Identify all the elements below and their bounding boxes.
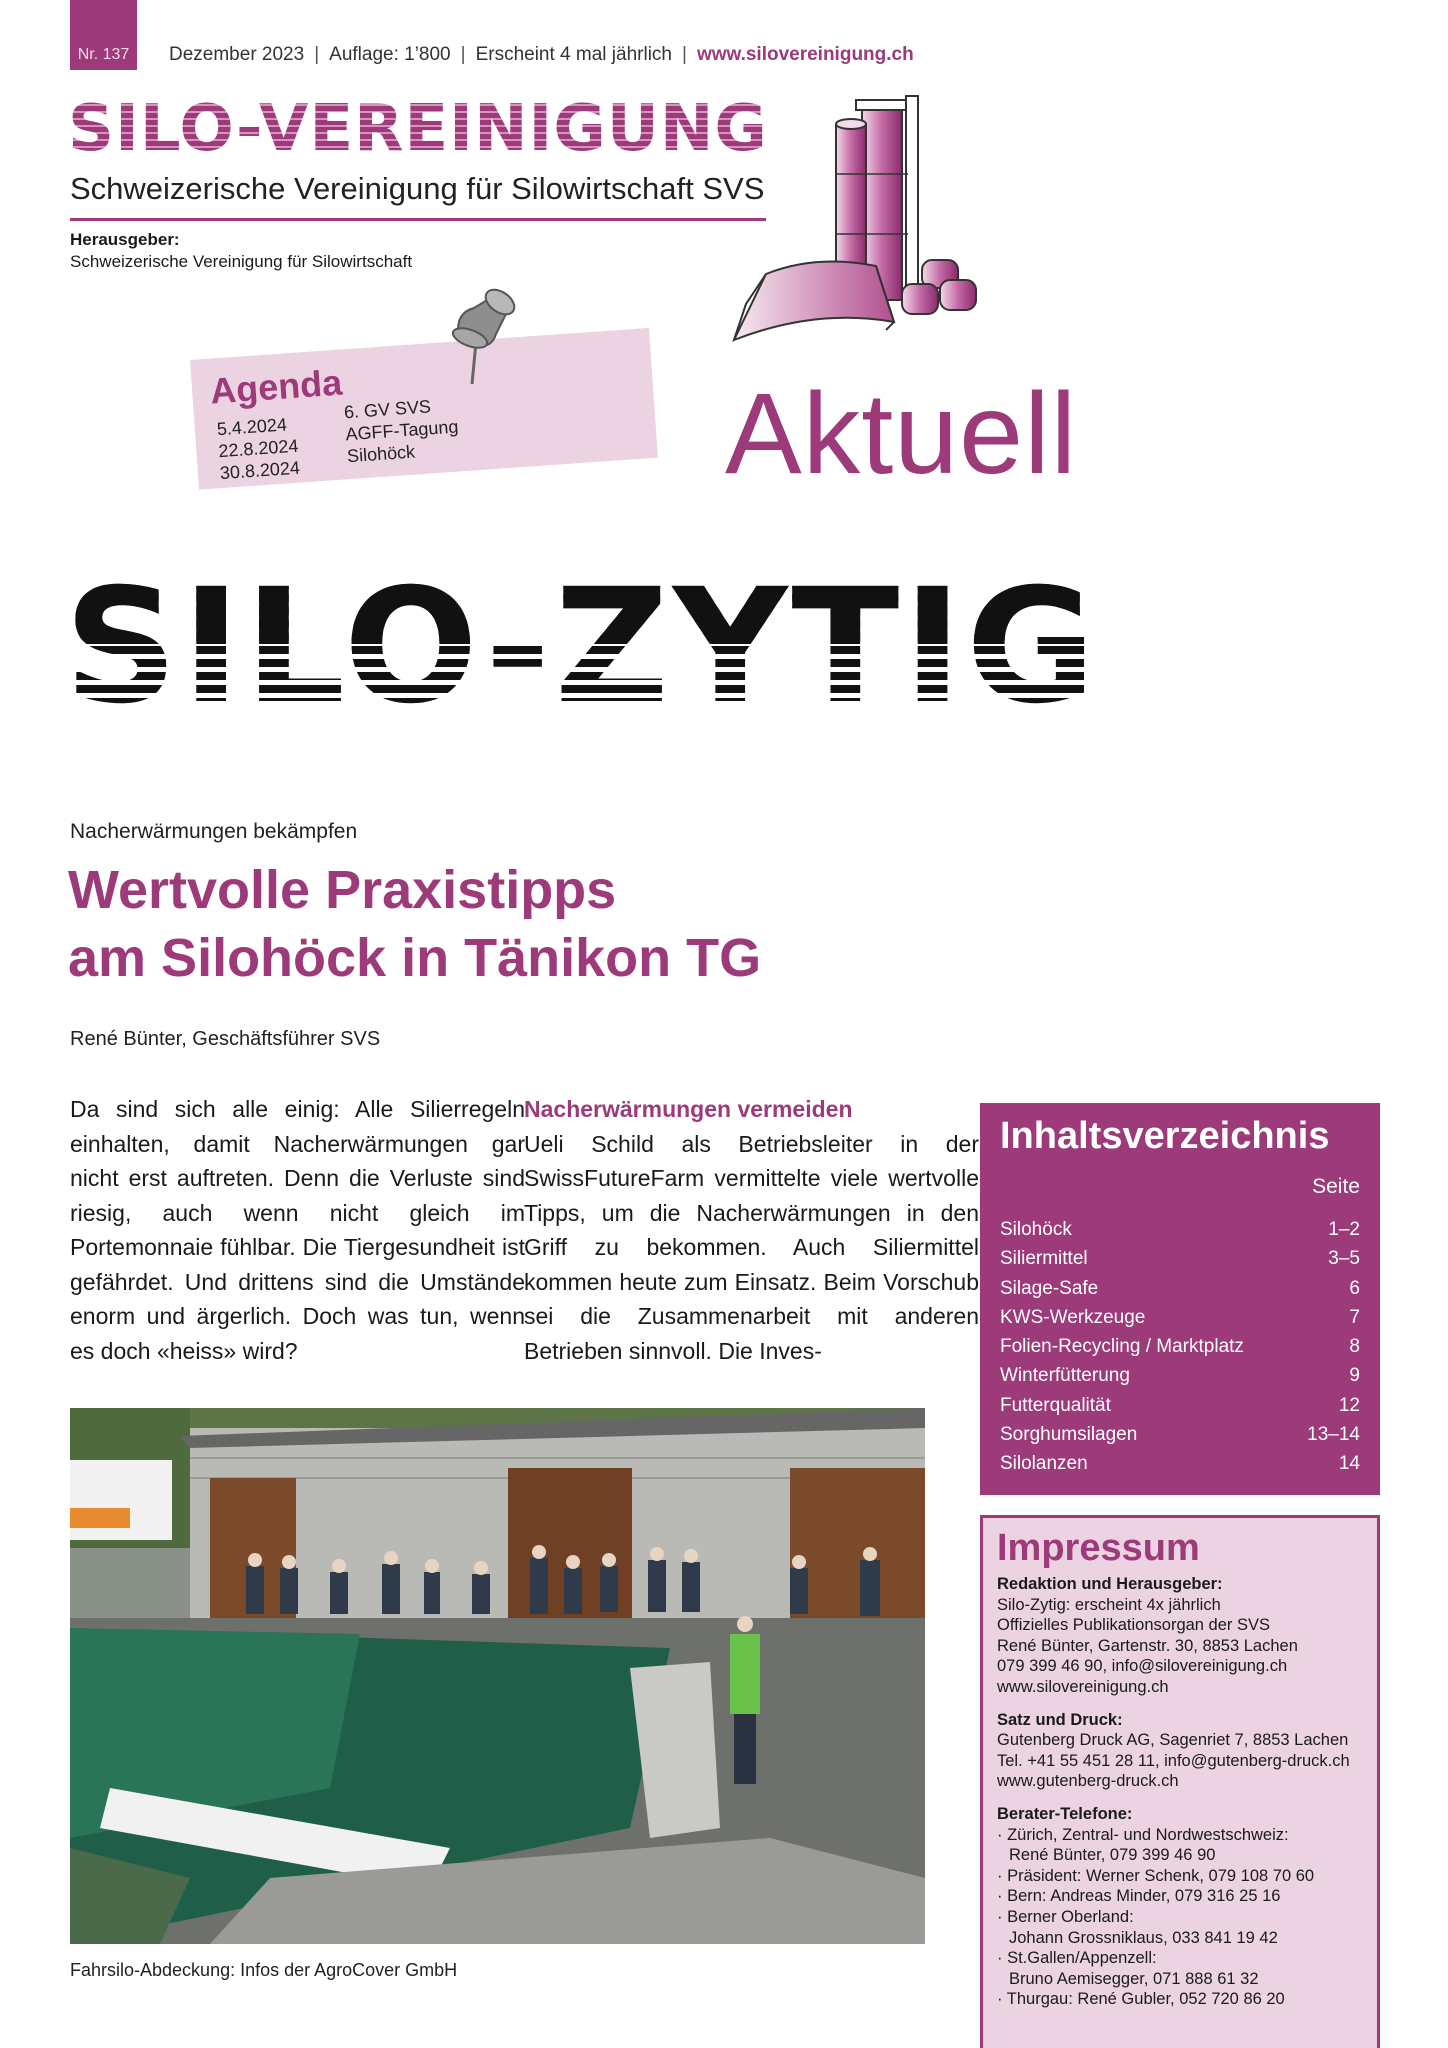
agenda-events bbox=[343, 394, 460, 468]
agenda-date: 30.8.2024 bbox=[219, 457, 301, 484]
toc-page-label: Seite bbox=[1312, 1175, 1360, 1198]
toc-item[interactable]: Silohöck 1–2 bbox=[1000, 1219, 1360, 1240]
publisher-label: Herausgeber: bbox=[70, 230, 180, 249]
impressum-title: Impressum bbox=[997, 1527, 1200, 1569]
toc-item[interactable]: Silolanzen 14 bbox=[1000, 1453, 1360, 1475]
toc-title: Inhaltsverzeichnis bbox=[1000, 1115, 1330, 1157]
silo-illustration-icon bbox=[726, 94, 996, 346]
toc-item[interactable]: Futterqualität 12 bbox=[1000, 1394, 1360, 1416]
impressum-line: Silo-Zytig: erscheint 4x jährlich bbox=[997, 1595, 1221, 1614]
toc-item[interactable]: Siliermittel 3–5 bbox=[1000, 1248, 1360, 1270]
article-column-left bbox=[70, 1092, 525, 1368]
agenda-date: 22.8.2024 bbox=[217, 435, 300, 462]
impressum-line: Tel. +41 55 451 28 11, info@gutenberg-druck.ch bbox=[997, 1751, 1350, 1770]
article-column-right bbox=[524, 1092, 979, 1368]
paper-title: SILO-ZYTIG bbox=[64, 555, 1100, 739]
headline-line: Wertvolle Praxistipps bbox=[68, 860, 617, 920]
agenda-date: 5.4.2024 bbox=[216, 414, 288, 440]
toc-list bbox=[1000, 1215, 1360, 1479]
body-paragraph: Ueli Schild als Betriebsleiter in der SwissFutureFarm vermittelte viele wertvolle Tipps, um die Nacherwärmungen in den Griff zu bekommen. Auch Siliermittel kommen heute zum Einsatz. Beim Vorschub sei die Zusammenarbeit mit anderen Betrieben sinnvoll. Die Inves- bbox=[524, 1130, 979, 1364]
impressum-line: Gutenberg Druck AG, Sagenriet 7, 8853 Lachen bbox=[997, 1731, 1349, 1750]
impressum-line: · Berner Oberland: bbox=[997, 1907, 1134, 1926]
impressum-box bbox=[980, 1515, 1380, 2048]
impressum-line: · Thurgau: René Gubler, 052 720 86 20 bbox=[997, 1990, 1285, 2009]
meta-line: Dezember 2023 | Auflage: 1’800 | Erscheint 4 mal jährlich | www.silovereinigung.ch bbox=[169, 44, 914, 65]
impressum-line: www.silovereinigung.ch bbox=[997, 1677, 1169, 1696]
agenda-note bbox=[190, 328, 658, 490]
publisher-value: Schweizerische Vereinigung für Silowirtschaft bbox=[70, 252, 413, 271]
toc-item[interactable]: Folien-Recycling / Marktplatz 8 bbox=[1000, 1336, 1360, 1358]
impressum-line: René Bünter, Gartenstr. 30, 8853 Lachen bbox=[997, 1636, 1298, 1655]
impressum-line: · Präsident: Werner Schenk, 079 108 70 60 bbox=[997, 1866, 1315, 1885]
impressum-line: · Zürich, Zentral- und Nordwestschweiz: bbox=[997, 1825, 1289, 1844]
article-headline bbox=[68, 856, 761, 992]
impressum-line: · St.Gallen/Appenzell: bbox=[997, 1949, 1157, 1968]
impressum-print-heading: Satz und Druck: bbox=[997, 1710, 1123, 1729]
toc-item[interactable]: Sorghumsilagen 13–14 bbox=[1000, 1424, 1360, 1446]
headline-line: am Silohöck in Tänikon TG bbox=[68, 928, 762, 988]
issue-number: Nr. 137 bbox=[77, 46, 130, 63]
article-photo bbox=[70, 1408, 925, 1944]
section-label: Aktuell bbox=[725, 370, 1078, 498]
article-kicker: Nacherwärmungen bekämpfen bbox=[70, 820, 358, 843]
agenda-title: Agenda bbox=[208, 361, 344, 412]
issue-date: Dezember 2023 bbox=[169, 44, 305, 65]
pushpin-icon bbox=[448, 282, 528, 387]
impressum-line: www.gutenberg-druck.ch bbox=[997, 1772, 1179, 1791]
body-paragraph: Da sind sich alle einig: Alle Silierregeln einhalten, damit Nacherwärmungen gar nicht erst auftreten. Denn die Verluste sind riesig, auch wenn nicht gleich im Portemonnaie fühlbar. Die Tiergesundheit ist gefährdet. Und drittens sind die Umstände enorm und ärgerlich. Doch was tun, wenn es doch «heiss» wird? bbox=[70, 1096, 525, 1364]
toc-item[interactable]: KWS-Werkzeuge 7 bbox=[1000, 1306, 1360, 1328]
impressum-line: René Bünter, 079 399 46 90 bbox=[1009, 1846, 1216, 1865]
association-logo-text: SILO-VEREINIGUNG bbox=[68, 92, 768, 166]
website-link[interactable]: www.silovereinigung.ch bbox=[696, 44, 914, 65]
agenda-event: AGFF-Tagung bbox=[344, 416, 460, 445]
impressum-line: 079 399 46 90, info@silovereinigung.ch bbox=[997, 1657, 1288, 1676]
photo-caption: Fahrsilo-Abdeckung: Infos der AgroCover GmbH bbox=[70, 1960, 458, 1980]
toc-item[interactable]: Silage-Safe 6 bbox=[1000, 1277, 1360, 1299]
impressum-editor-heading: Redaktion und Herausgeber: bbox=[997, 1575, 1223, 1593]
article-subheading: Nacherwärmungen vermeiden bbox=[524, 1096, 853, 1122]
impressum-line: Bruno Aemisegger, 071 888 61 32 bbox=[1009, 1969, 1259, 1988]
issue-badge bbox=[70, 0, 137, 70]
table-of-contents bbox=[980, 1103, 1380, 1495]
masthead-divider bbox=[70, 218, 766, 221]
impressum-line: Johann Grossniklaus, 033 841 19 42 bbox=[1009, 1928, 1278, 1947]
impressum-line: Offizielles Publikationsorgan der SVS bbox=[997, 1616, 1271, 1635]
agenda-event: Silohöck bbox=[346, 441, 416, 467]
circulation: Auflage: 1’800 bbox=[329, 44, 451, 65]
association-subtitle: Schweizerische Vereinigung für Silowirtschaft SVS bbox=[70, 171, 765, 206]
agenda-event: 6. GV SVS bbox=[343, 396, 432, 423]
frequency: Erscheint 4 mal jährlich bbox=[475, 44, 672, 65]
agenda-dates bbox=[216, 413, 300, 484]
impressum-line: · Bern: Andreas Minder, 079 316 25 16 bbox=[997, 1887, 1281, 1906]
article-byline: René Bünter, Geschäftsführer SVS bbox=[70, 1028, 381, 1050]
impressum-advisor-heading: Berater-Telefone: bbox=[997, 1804, 1133, 1823]
toc-item[interactable]: Winterfütterung 9 bbox=[1000, 1365, 1360, 1387]
